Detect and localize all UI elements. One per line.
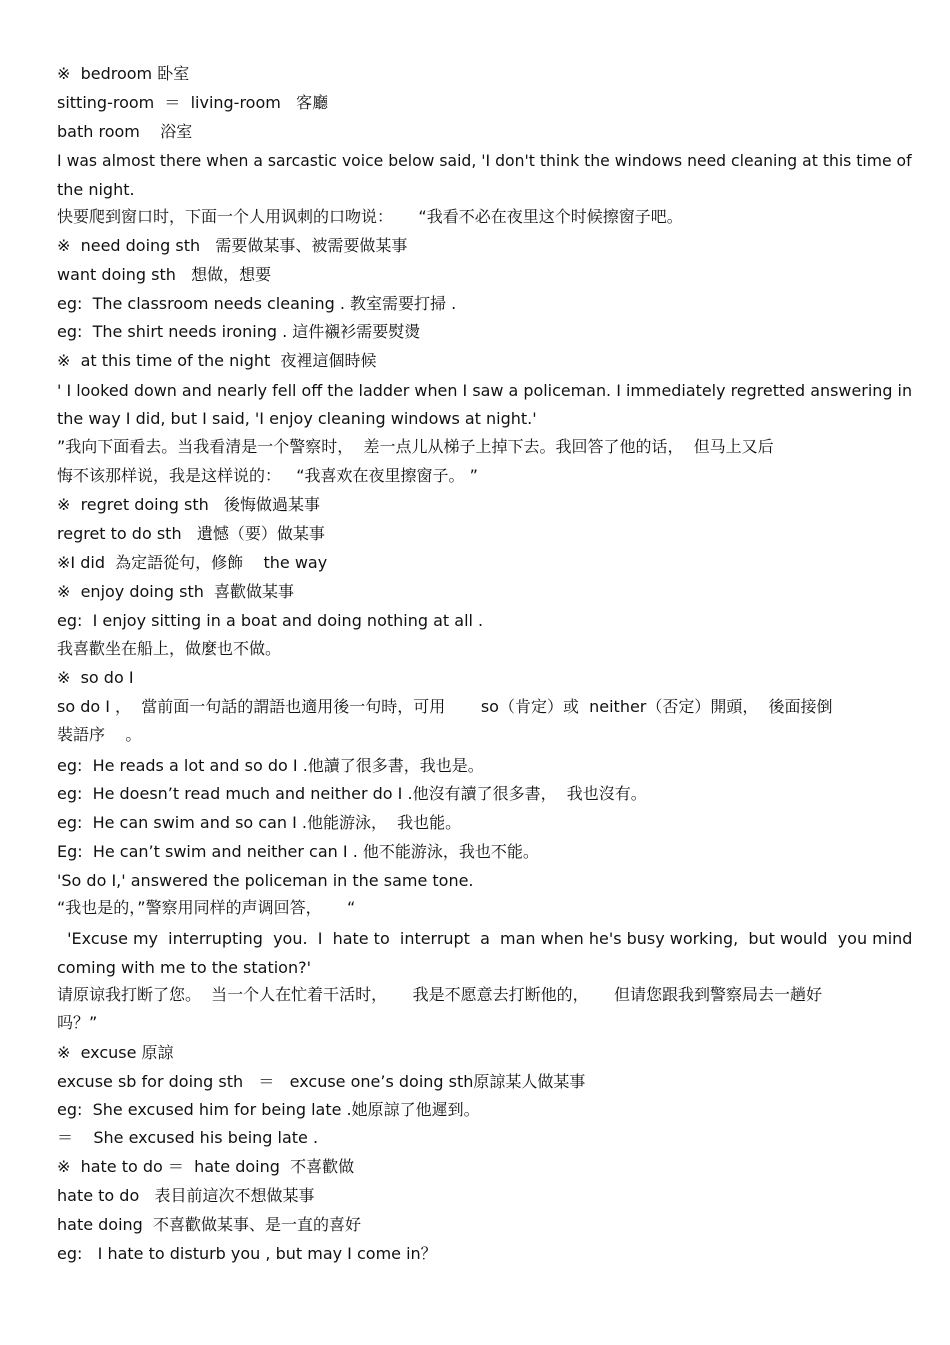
text-line: 快要爬到窗口时，下面一个人用讽刺的口吻说： “我看不必在夜里这个时候擦窗子吧。	[57, 207, 683, 226]
text-line: 我喜歡坐在船上，做麼也不做。	[57, 639, 282, 658]
text-line: ※ hate to do ＝ hate doing 不喜歡做	[57, 1157, 355, 1176]
text-line: hate to do 表目前這次不想做某事	[57, 1186, 315, 1205]
text-line: the way I did, but I said, 'I enjoy cleaning windows at night.'	[57, 409, 537, 428]
text-line: I was almost there when a sarcastic voice below said, 'I don't think the windows need cleaning at this time of	[57, 151, 912, 170]
text-line: eg: She excused him for being late .她原諒了他遲到。	[57, 1100, 480, 1119]
text-line: ※ excuse 原諒	[57, 1043, 174, 1062]
text-line: 'So do I,' answered the policeman in the same tone.	[57, 871, 474, 890]
text-line: ※I did 為定語從句，修飾 the way	[57, 553, 328, 572]
text-line: 'Excuse my interrupting you. I hate to interrupt a man when he's busy working, but would you mind	[57, 929, 913, 948]
text-line: eg: He doesn’t read much and neither do I .他沒有讀了很多書， 我也沒有。	[57, 784, 647, 803]
text-line: ＝ She excused his being late .	[57, 1128, 319, 1147]
text-line: eg: The shirt needs ironing . 這件襯衫需要熨燙	[57, 322, 421, 341]
text-line: “我也是的，”警察用同样的声调回答， “	[57, 898, 356, 917]
text-line: Eg: He can’t swim and neither can I . 他不能游泳，我也不能。	[57, 842, 539, 861]
text-line: ※ need doing sth 需要做某事、被需要做某事	[57, 236, 408, 255]
text-line: the night.	[57, 180, 135, 199]
text-line: 悔不该那样说，我是这样说的： “我喜欢在夜里擦窗子。 ”	[57, 466, 478, 485]
text-line: sitting-room ＝ living-room 客廳	[57, 93, 329, 112]
text-line: bath room 浴室	[57, 122, 193, 141]
text-line: 裝語序 。	[57, 725, 142, 744]
text-line: ※ enjoy doing sth 喜歡做某事	[57, 582, 295, 601]
text-line: eg: I enjoy sitting in a boat and doing nothing at all .	[57, 611, 484, 630]
text-line: ”我向下面看去。当我看清是一个警察时， 差一点儿从梯子上掉下去。我回答了他的话， 但马上又后	[57, 437, 774, 456]
text-line: eg: I hate to disturb you , but may I come in？	[57, 1244, 437, 1263]
text-line: regret to do sth 遺憾（要）做某事	[57, 524, 325, 543]
text-line: ※ bedroom 卧室	[57, 64, 190, 83]
text-line: 请原谅我打断了您。 当一个人在忙着干活时， 我是不愿意去打断他的， 但请您跟我到警察局去一趟好	[57, 985, 823, 1004]
text-line: excuse sb for doing sth ＝ excuse one’s doing sth原諒某人做某事	[57, 1072, 586, 1091]
text-line: want doing sth 想做，想要	[57, 265, 272, 284]
text-line: eg: The classroom needs cleaning . 教室需要打掃 .	[57, 294, 457, 313]
text-line: eg: He reads a lot and so do I .他讀了很多書，我也是。	[57, 756, 484, 775]
text-line: ※ so do I	[57, 668, 134, 687]
text-line: so do I ， 當前面一句話的謂語也適用後一句時，可用 so（肯定）或 neither（否定）開頭， 後面接倒	[57, 697, 833, 716]
text-line: hate doing 不喜歡做某事、是一直的喜好	[57, 1215, 362, 1234]
text-line: eg: He can swim and so can I .他能游泳， 我也能。	[57, 813, 462, 832]
text-line: coming with me to the station?'	[57, 958, 311, 977]
text-line: ※ at this time of the night 夜裡這個時候	[57, 351, 377, 370]
text-line: ' I looked down and nearly fell off the ladder when I saw a policeman. I immediately regretted answering in	[57, 381, 913, 400]
text-line: 吗？”	[57, 1013, 98, 1032]
text-line: ※ regret doing sth 後悔做過某事	[57, 495, 321, 514]
